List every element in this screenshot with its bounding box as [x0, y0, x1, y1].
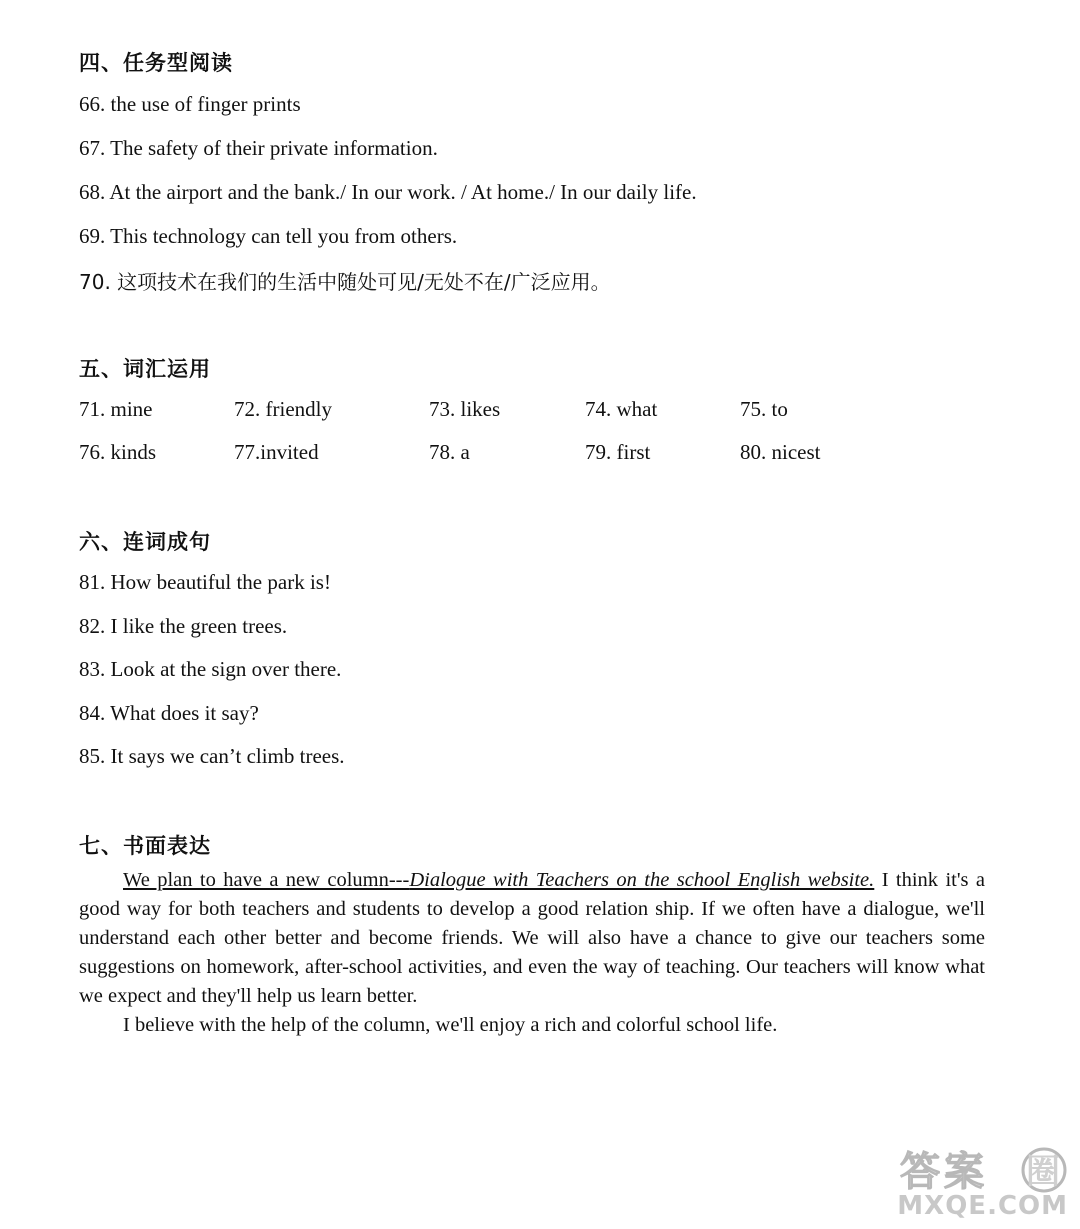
answer-73: 73. likes	[429, 397, 501, 421]
answer-72: 72. friendly	[234, 397, 332, 421]
essay-paragraph-1	[79, 866, 985, 1011]
watermark-text: MXQE.COM	[897, 1191, 1068, 1221]
essay-underlined-plain: We plan to have a new column---	[123, 869, 410, 891]
answer-81: 81. How beautiful the park is!	[79, 570, 331, 594]
answer-74: 74. what	[585, 397, 658, 421]
essay-paragraph-1-rest: I think it's a good way for both teachers and students to develop a good relation ship. If we often have a dialogue, we'll understand each other better and become friends. We will also have a chance to give our teachers some suggestions on homework, after-school activities, and even the way of teaching. Our teachers will know what we expect and they'll help us learn better.	[79, 869, 985, 1007]
answer-78: 78. a	[429, 440, 470, 464]
section-6-heading: 六、连词成句	[79, 530, 211, 554]
essay-underlined-lead	[123, 869, 874, 891]
answer-67: 67. The safety of their private information.	[79, 136, 438, 160]
answer-83: 83. Look at the sign over there.	[79, 657, 342, 681]
section-4-heading: 四、任务型阅读	[79, 51, 233, 75]
answer-66: 66. the use of finger prints	[79, 92, 301, 116]
answer-75: 75. to	[740, 397, 788, 421]
answer-82: 82. I like the green trees.	[79, 614, 288, 638]
svg-text:圈: 圈	[1026, 1152, 1060, 1192]
answer-85: 85. It says we can’t climb trees.	[79, 744, 345, 768]
essay-paragraph-2: I believe with the help of the column, we'll enjoy a rich and colorful school life.	[123, 1014, 778, 1036]
watermark-logo-glyphs	[896, 1145, 1070, 1193]
svg-text:答案: 答案	[900, 1149, 988, 1193]
answer-70: 70. 这项技术在我们的生活中随处可见/无处不在/广泛应用。	[79, 270, 611, 294]
essay-underlined-italic: Dialogue with Teachers on the school English website.	[409, 869, 875, 891]
answer-76: 76. kinds	[79, 440, 157, 464]
answer-77: 77.invited	[234, 440, 319, 464]
section-5-heading: 五、词汇运用	[79, 357, 211, 381]
answer-68: 68. At the airport and the bank./ In our work. / At home./ In our daily life.	[79, 180, 697, 204]
answer-80: 80. nicest	[740, 440, 821, 464]
watermark-logo	[892, 1143, 1072, 1223]
essay-body	[79, 866, 985, 1040]
section-7-heading: 七、书面表达	[79, 834, 211, 858]
answer-69: 69. This technology can tell you from others.	[79, 224, 458, 248]
answer-71: 71. mine	[79, 397, 153, 421]
answer-84: 84. What does it say?	[79, 701, 259, 725]
answer-79: 79. first	[585, 440, 651, 464]
